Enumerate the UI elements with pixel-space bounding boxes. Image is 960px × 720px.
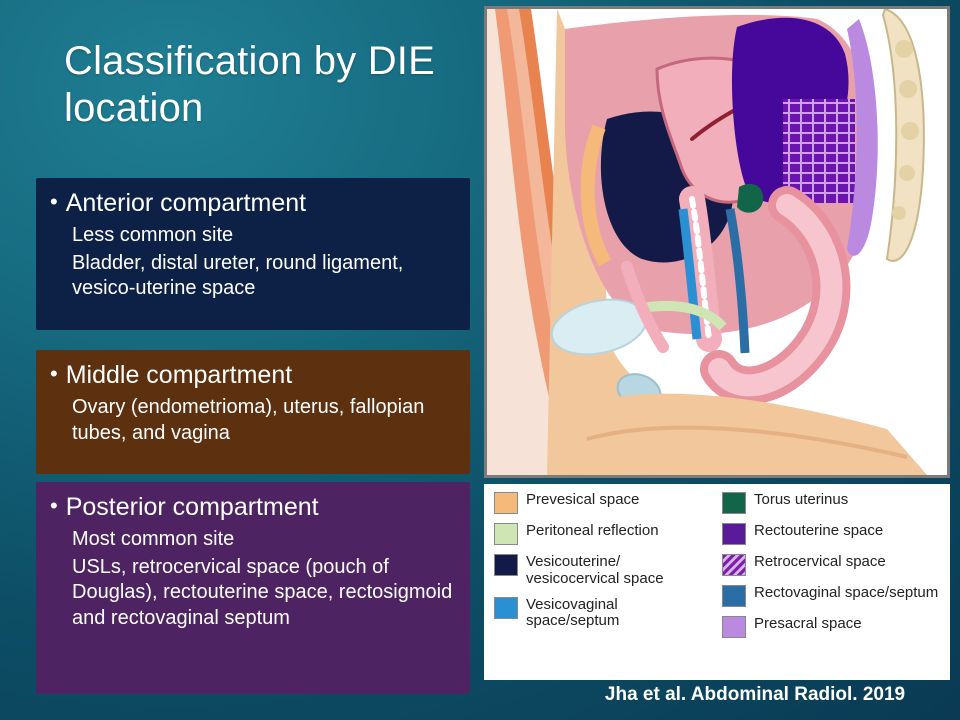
legend-item <box>722 616 940 638</box>
legend-label: Rectouterine space <box>754 522 884 539</box>
posterior-line-2: USLs, retrocervical space (pouch of Douglas), rectouterine space, rectosigmoid and rectovaginal septum <box>72 555 453 630</box>
legend-item <box>722 585 940 607</box>
bullet-box-middle <box>36 350 470 474</box>
legend-label: Vesicovaginal space/septum <box>526 595 620 630</box>
middle-line-1: Ovary (endometrioma), uterus, fallopian tubes, and vagina <box>72 396 425 444</box>
bullet-icon: • <box>50 189 58 214</box>
page-title: Classification by DIE location <box>64 39 435 131</box>
legend-item <box>494 492 712 514</box>
anatomy-figure <box>484 6 950 478</box>
figure-legend <box>484 484 950 680</box>
legend-item <box>494 554 712 588</box>
pelvic-anatomy-sagittal-diagram <box>487 9 947 475</box>
legend-swatch-peritoneal-reflection <box>494 523 518 545</box>
anterior-heading: Anterior compartment <box>65 189 307 217</box>
legend-swatch-torus-uterinus <box>722 492 746 514</box>
legend-swatch-rectouterine <box>722 523 746 545</box>
middle-heading: Middle compartment <box>65 361 293 389</box>
legend-swatch-rectovaginal <box>722 585 746 607</box>
anterior-heading-row <box>50 188 456 219</box>
bullet-icon: • <box>50 361 58 386</box>
legend-swatch-prevesical <box>494 492 518 514</box>
legend-label: Prevesical space <box>526 491 640 508</box>
legend-label: Torus uterinus <box>754 491 849 508</box>
legend-label: Rectovaginal space/septum <box>754 584 939 601</box>
posterior-line-1: Most common site <box>72 528 235 551</box>
posterior-heading-row <box>50 492 456 523</box>
legend-item <box>722 492 940 514</box>
legend-label: Retrocervical space <box>754 553 886 570</box>
legend-item <box>722 523 940 545</box>
legend-column-right <box>722 492 940 674</box>
posterior-heading: Posterior compartment <box>65 493 319 521</box>
legend-swatch-presacral <box>722 616 746 638</box>
legend-column-left <box>494 492 712 674</box>
legend-item <box>494 523 712 545</box>
figure-credit: Jha et al. Abdominal Radiol. 2019 <box>604 684 906 705</box>
legend-item <box>494 597 712 631</box>
legend-swatch-retrocervical <box>722 554 746 576</box>
bullet-box-anterior <box>36 178 470 330</box>
bullet-icon: • <box>50 493 58 518</box>
anterior-line-2: Bladder, distal ureter, round ligament, vesico-uterine space <box>72 251 404 300</box>
legend-swatch-vesicouterine <box>494 554 518 576</box>
bullet-box-posterior <box>36 482 470 694</box>
middle-heading-row <box>50 360 456 391</box>
legend-label: Presacral space <box>754 615 862 632</box>
legend-label: Peritoneal reflection <box>526 522 659 539</box>
anterior-line-1: Less common site <box>72 224 234 247</box>
legend-item <box>722 554 940 576</box>
legend-label: Vesicouterine/ vesicocervical space <box>526 553 664 587</box>
legend-swatch-vesicovaginal <box>494 597 518 619</box>
